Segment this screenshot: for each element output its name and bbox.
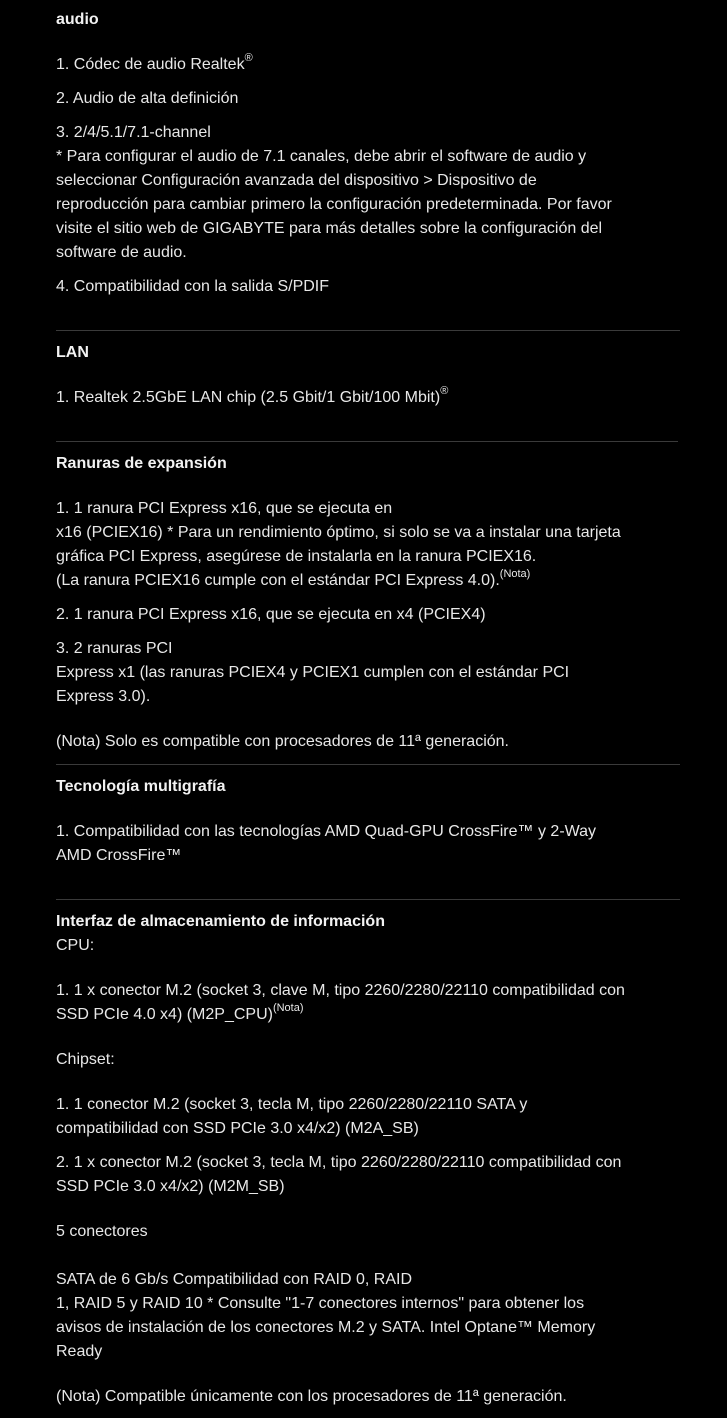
expansion-item-3-line-3: Express 3.0). [56,688,151,705]
expansion-item-1-line-1: 1. 1 ranura PCI Express x16, que se ejecuta en [56,500,393,517]
storage-chipset-item-2-line-2: SSD PCIe 3.0 x4/x2) (M2M_SB) [56,1178,285,1195]
expansion-item-2: 2. 1 ranura PCI Express x16, que se ejecuta en x4 (PCIEX4) [56,606,486,623]
expansion-item-3-line-1: 3. 2 ranuras PCI [56,640,173,657]
expansion-item-3-line-2: Express x1 (las ranuras PCIEX4 y PCIEX1 cumplen con el estándar PCI [56,664,570,681]
audio-item-2: 2. Audio de alta definición [56,90,239,107]
storage-chipset-item-1-line-1: 1. 1 conector M.2 (socket 3, tecla M, tipo 2260/2280/22110 SATA y [56,1096,528,1113]
section-heading-audio: audio [56,11,99,28]
section-divider [56,764,680,765]
section-heading-expansion: Ranuras de expansión [56,455,227,472]
section-divider [56,441,678,442]
expansion-item-1-line-3: gráfica PCI Express, asegúrese de instalarla en la ranura PCIEX16. [56,548,537,565]
expansion-item-1-line-2: x16 (PCIEX16) * Para un rendimiento óptimo, si solo se va a instalar una tarjeta [56,524,621,541]
expansion-note: (Nota) Solo es compatible con procesadores de 11ª generación. [56,733,509,750]
storage-sata-line-2: 1, RAID 5 y RAID 10 * Consulte "1-7 conectores internos" para obtener los [56,1295,585,1312]
audio-item-3-line-1: 3. 2/4/5.1/7.1-channel [56,124,211,141]
section-heading-multigraph: Tecnología multigrafía [56,778,226,795]
multigraph-item-1-line-2: AMD CrossFire™ [56,847,182,864]
storage-note: (Nota) Compatible únicamente con los procesadores de 11ª generación. [56,1388,567,1405]
audio-item-4: 4. Compatibilidad con la salida S/PDIF [56,278,330,295]
storage-chipset-item-1-line-2: compatibilidad con SSD PCIe 3.0 x4/x2) (M2A_SB) [56,1120,419,1137]
lan-item-1: 1. Realtek 2.5GbE LAN chip (2.5 Gbit/1 Gbit/100 Mbit)® [56,384,449,406]
audio-item-3-line-2: * Para configurar el audio de 7.1 canales, debe abrir el software de audio y [56,148,587,165]
storage-chipset-label: Chipset: [56,1051,115,1068]
audio-item-1: 1. Códec de audio Realtek® [56,51,253,73]
expansion-item-1-line-4: (La ranura PCIEX16 cumple con el estándar PCI Express 4.0).$^{(Nota)}$ [56,567,531,589]
storage-cpu-item-1-line-2: SSD PCIe 4.0 x4) (M2P_CPU)$^{(Nota)}$ [56,1001,304,1023]
section-heading-lan: LAN [56,344,89,361]
audio-item-3-line-3: seleccionar Configuración avanzada del dispositivo > Dispositivo de [56,172,537,189]
audio-item-3-line-5: visite el sitio web de GIGABYTE para más detalles sobre la configuración del [56,220,603,237]
storage-sata-line-1: SATA de 6 Gb/s Compatibilidad con RAID 0, RAID [56,1271,413,1288]
storage-chipset-item-2-line-1: 2. 1 x conector M.2 (socket 3, tecla M, tipo 2260/2280/22110 compatibilidad con [56,1154,622,1171]
section-divider [56,899,680,900]
section-divider [56,330,680,331]
section-heading-storage: Interfaz de almacenamiento de información [56,913,385,930]
audio-item-3-line-4: reproducción para cambiar primero la configuración predeterminada. Por favor [56,196,612,213]
storage-sata-line-4: Ready [56,1343,103,1360]
storage-cpu-label: CPU: [56,937,95,954]
storage-cpu-item-1-line-1: 1. 1 x conector M.2 (socket 3, clave M, tipo 2260/2280/22110 compatibilidad con [56,982,625,999]
multigraph-item-1-line-1: 1. Compatibilidad con las tecnologías AMD Quad-GPU CrossFire™ y 2-Way [56,823,597,840]
storage-sata-line-3: avisos de instalación de los conectores M.2 y SATA. Intel Optane™ Memory [56,1319,596,1336]
storage-connectors: 5 conectores [56,1223,148,1240]
audio-item-3-line-6: software de audio. [56,244,187,261]
